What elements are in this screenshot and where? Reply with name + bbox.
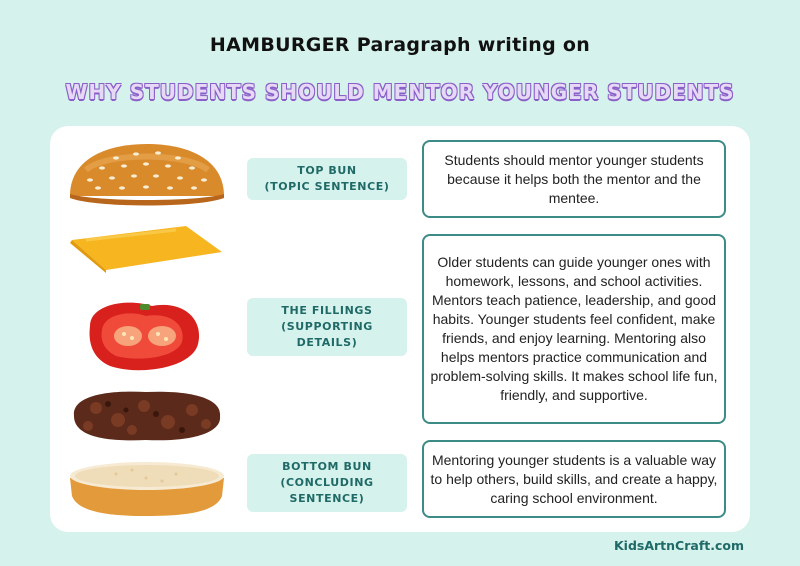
brand-footer: KidsArtnCraft.com xyxy=(613,538,744,553)
top-bun-icon xyxy=(66,140,228,208)
supporting-details-box: Older students can guide younger ones with homework, lessons, and school activities. Mentors teach patience, leadership, and good habits. Younger students feel confident, make friends, and enjoy learning. Mentoring also helps mentors practice communication and problem-solving skills. It makes school life fun, friendly, and supportive. xyxy=(422,234,726,424)
tomato-slice-icon xyxy=(80,296,210,378)
page-title: HAMBURGER Paragraph writing on xyxy=(209,34,591,56)
label-top-bun: TOP BUN (TOPIC SENTENCE) xyxy=(247,158,407,200)
bottom-bun-icon xyxy=(66,456,228,518)
label-bottom-bun: BOTTOM BUN (CONCLUDING SENTENCE) xyxy=(247,454,407,512)
topic-heading: WHY STUDENTS SHOULD MENTOR YOUNGER STUDENTS xyxy=(65,80,735,104)
cheese-slice-icon xyxy=(66,222,228,274)
label-fillings: THE FILLINGS (SUPPORTING DETAILS) xyxy=(247,298,407,356)
concluding-sentence-box: Mentoring younger students is a valuable way to help others, build skills, and create a happy, caring school environment. xyxy=(422,440,726,518)
topic-sentence-box: Students should mentor younger students because it helps both the mentor and the mentee. xyxy=(422,140,726,218)
patty-icon xyxy=(66,386,228,446)
